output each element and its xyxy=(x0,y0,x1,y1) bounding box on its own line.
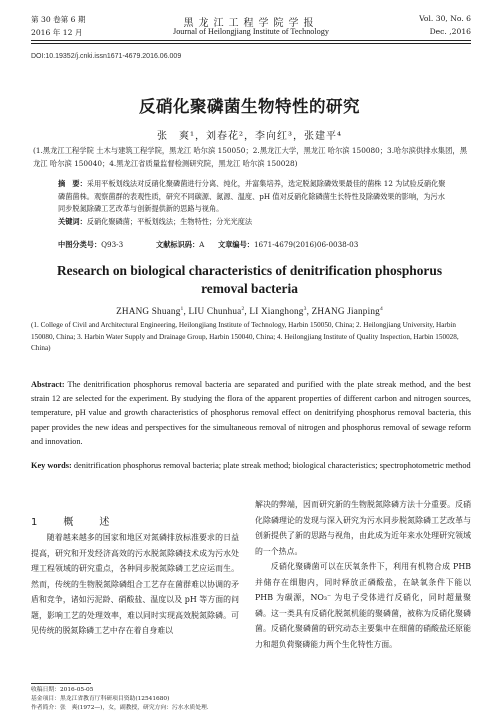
footnotes xyxy=(31,686,241,713)
header-rule-thick xyxy=(31,40,471,41)
footnote-received: 收稿日期：2016-05-05 xyxy=(31,687,94,693)
author-en-3: LI Xianghong xyxy=(249,306,304,317)
author-en-2: LIU Chunhua xyxy=(188,306,242,317)
footnote-fund: 基金项目：黑龙江省教育厅科研项目资助(12541680) xyxy=(31,696,170,702)
running-header xyxy=(31,14,471,42)
section-heading-1: 1 概 述 xyxy=(31,517,118,528)
doi-line: DOI:10.19352/j.cnki.issn1671-4679.2016.06.009 xyxy=(31,53,182,60)
body-paragraph: 解决的弊端，因而研究新的生物脱氮除磷方法十分重要。反硝化除磷理论的发现与深入研究为污水同步脱氮除磷工艺改革与创新提供了新的思路与视角，由此成为近年来水处理研究领域的一个热点。 xyxy=(255,500,471,556)
author-en-4: ZHANG Jianping xyxy=(311,306,380,317)
header-volume: 第 30 卷第 6 期 xyxy=(31,15,86,24)
abstract-cn-label: 摘 要： xyxy=(58,179,87,188)
body-paragraph: 随着越来越多的国家和地区对氮磷排放标准要求的日益提高，研究和开发经济高效的污水脱氮除磷技术成为污水处理工程领域的研究重点，各种同步脱氮除磷工艺应运而生。然而，传统的生物脱氮除磷组合工艺存在菌群难以协调的矛盾和竞争，诸如污泥龄、硝酸盐、温度以及 pH 等方面的问题，影响工艺的处理效率，难以同时实现高效脱氮除磷。可见传统的脱氮除磷工艺中存在着自身难以 xyxy=(31,533,239,635)
header-journal-en: Journal of Heilongjiang Institute of Technology xyxy=(173,27,329,36)
abstract-en xyxy=(31,378,471,449)
abstract-cn-text: 采用平板划线法对反硝化聚磷菌进行分离、纯化，并富集培养，选定脱氮除磷效果最佳的菌株 12 为试验反硝化聚磷菌菌株。观察菌群的表观性质，研究不同碳源、氮源、温度、pH 值对反硝化除磷菌生长特性及除磷效果的影响，为污水同步脱氮除磷工艺改革与创新提供新的思路与视角。 xyxy=(58,179,446,213)
affiliations-en: (1. College of Civil and Architectural Engineering, Heilongjiang Institute of Technology, Harbin 150050, China; 2. Heilongjiang University, Harbin 150080, China; 3. Harbin Water Supply and Drainage Group, Harbin 150040, China; 4. Heilongjiang Institute of Quality Inspection, Harbin 150028, China) xyxy=(31,321,459,352)
classification-line xyxy=(58,240,449,250)
doccode-value: A xyxy=(199,240,205,249)
article-title-en: Research on biological characteristics of denitrification phosphorus removal bacteria xyxy=(56,263,443,296)
class-label: 中图分类号： xyxy=(58,240,102,249)
authors-cn: 张 爽¹，刘春花²，李向红³，张建平⁴ xyxy=(156,131,343,142)
body-column-right xyxy=(255,497,471,652)
footnote-rule xyxy=(31,683,91,684)
author-en-1: ZHANG Shuang xyxy=(116,306,181,317)
author-sup-1: 1 xyxy=(180,306,184,312)
author-sup-4: 4 xyxy=(379,306,383,312)
affiliations-cn: (1.黑龙江工程学院 土木与建筑工程学院，黑龙江 哈尔滨 150050；2.黑龙江大学，黑龙江 哈尔滨 150080；3.哈尔滨供排水集团，黑龙江 哈尔滨 150040；4.黑龙江省质量监督检测研究院，黑龙江 哈尔滨 150028) xyxy=(33,146,467,168)
article-title-cn: 反硝化聚磷菌生物特性的研究 xyxy=(139,97,360,116)
abstract-en-text: The denitrification phosphorus removal bacteria are separated and purified with the plate streak method, and the best strain 12 are selected for the experiment. By studying the flora of the apparent properties of different carbon and nitrogen sources, temperature, pH value and growth characteristics of phosphorus removal effect on denitrifying phosphorus removal bacteria, this paper provides the new ideas and perspectives for the simultaneous removal of nitrogen and phosphorus removal of sewage reform and innovation. xyxy=(31,380,471,446)
keywords-cn-label: 关键词： xyxy=(58,216,87,226)
keywords-en-label: Key words: xyxy=(31,461,72,470)
articleno-value: 1671-4679(2016)06-0038-03 xyxy=(253,240,359,249)
header-date-cn: 2016 年 12 月 xyxy=(31,28,83,37)
articleno-label: 文章编号： xyxy=(218,240,254,249)
keywords-en xyxy=(31,459,471,473)
doccode-label: 文献标识码： xyxy=(156,240,200,249)
abstract-en-label: Abstract: xyxy=(31,380,65,389)
header-rule-thin xyxy=(31,43,471,44)
footnote-author: 作者简介：张 爽(1972—)，女，副教授，研究方向：污水水质处理. xyxy=(31,705,209,711)
abstract-cn xyxy=(58,178,449,228)
author-sup-3: 3 xyxy=(303,306,307,312)
header-journal-cn: 黑龙江工程学院学报 xyxy=(183,18,319,29)
class-value: Q93-3 xyxy=(101,240,124,249)
keywords-cn-text: 反硝化聚磷菌；平板划线法；生物特性；分光光度法 xyxy=(86,216,253,226)
header-volume-en: Vol. 30, No. 6 xyxy=(419,14,471,23)
header-date-en: Dec. ,2016 xyxy=(429,27,471,36)
body-paragraph: 反硝化聚磷菌可以在厌氧条件下，利用有机物合成 PHB 并储存在细胞内，同时释放正磷酸盐，在缺氧条件下能以 PHB 为碳源，NO₃⁻ 为电子受体进行反硝化，同时超量聚磷。这一类具有反硝化脱氮机能的聚磷菌，被称为反硝化聚磷菌。反硝化聚磷菌的研究动态主要集中在细菌的硝酸盐还原能力和超负荷聚磷能力两个生化特性方面。 xyxy=(255,562,471,649)
author-sup-2: 2 xyxy=(241,306,245,312)
keywords-en-text: denitrification phosphorus removal bacteria; plate streak method; biological characteristics; spectrophotometric method xyxy=(73,461,471,470)
authors-en: ZHANG Shuang$^1$, LIU Chunhua$^2$, LI Xianghong$^3$, ZHANG Jianping$^4$ xyxy=(116,306,383,317)
body-column-left xyxy=(31,530,239,639)
